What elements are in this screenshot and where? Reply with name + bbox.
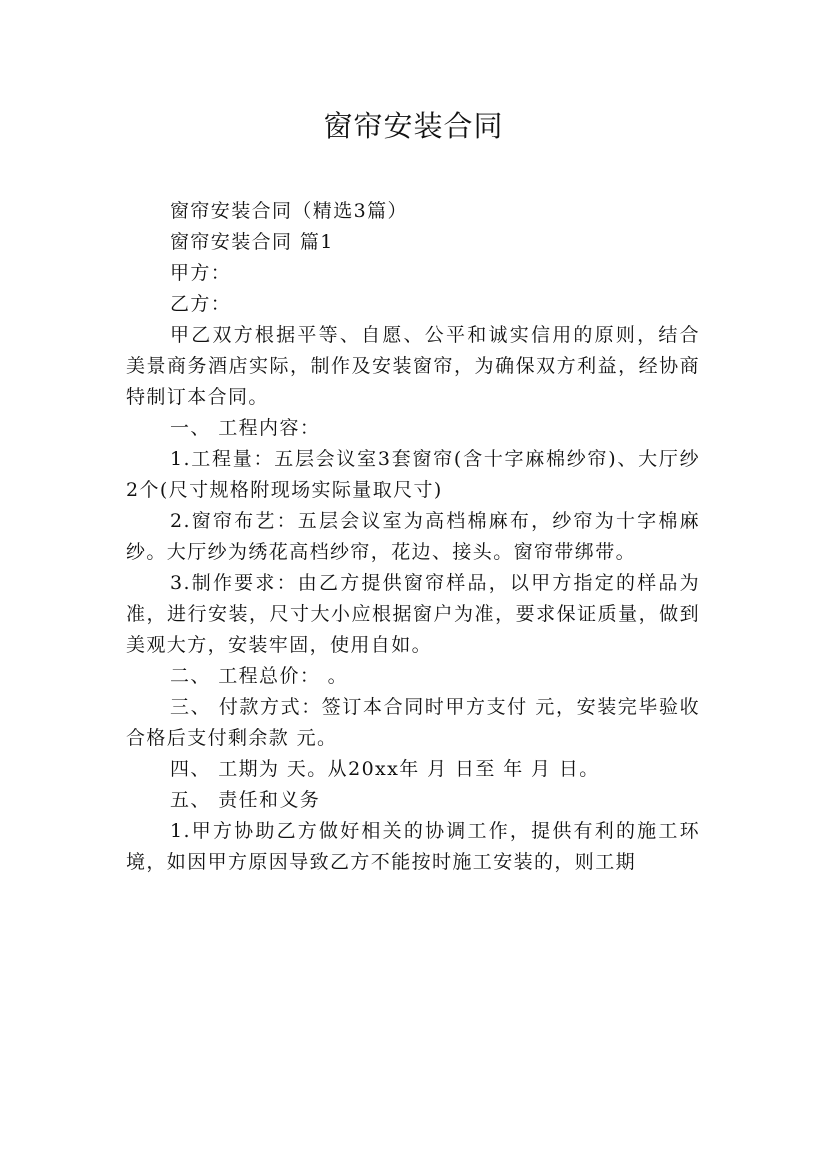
- paragraph-clause-5-heading: 五、 责任和义务: [170, 789, 321, 811]
- paragraph-clause-3: 三、 付款方式：签订本合同时甲方支付 元，安装完毕验收合格后支付剩余款 元。: [126, 696, 700, 749]
- paragraph-clause-1-3: 3.制作要求：由乙方提供窗帘样品，以甲方指定的样品为准，进行安装，尺寸大小应根据窗户为准，要求保证质量，做到美观大方，安装牢固，使用自如。: [126, 572, 700, 656]
- paragraph-section-heading: 窗帘安装合同 篇1: [170, 231, 334, 253]
- paragraph-party-b: 乙方：: [170, 293, 232, 315]
- paragraph-subtitle: 窗帘安装合同（精选3篇）: [170, 200, 408, 222]
- paragraph-clause-1-heading: 一、 工程内容：: [170, 417, 321, 439]
- paragraph-clause-4: 四、 工期为 天。从20xx年 月 日至 年 月 日。: [170, 758, 600, 780]
- paragraph-preamble: 甲乙双方根据平等、自愿、公平和诚实信用的原则，结合美景商务酒店实际，制作及安装窗帘，为确保双方利益，经协商特制订本合同。: [126, 324, 700, 408]
- paragraph-party-a: 甲方：: [170, 262, 232, 284]
- paragraph-clause-1-1: 1.工程量：五层会议室3套窗帘(含十字麻棉纱帘)、大厅纱2个(尺寸规格附现场实际量取尺寸): [126, 448, 700, 501]
- paragraph-clause-5-1: 1.甲方协助乙方做好相关的协调工作，提供有利的施工环境，如因甲方原因导致乙方不能按时施工安装的，则工期: [126, 820, 700, 873]
- paragraph-clause-1-2: 2.窗帘布艺：五层会议室为高档棉麻布，纱帘为十字棉麻纱。大厅纱为绣花高档纱帘，花边、接头。窗帘带绑带。: [126, 510, 700, 563]
- paragraph-clause-2: 二、 工程总价： 。: [170, 665, 349, 687]
- document-title: 窗帘安装合同: [323, 109, 504, 143]
- document-body: [126, 196, 700, 878]
